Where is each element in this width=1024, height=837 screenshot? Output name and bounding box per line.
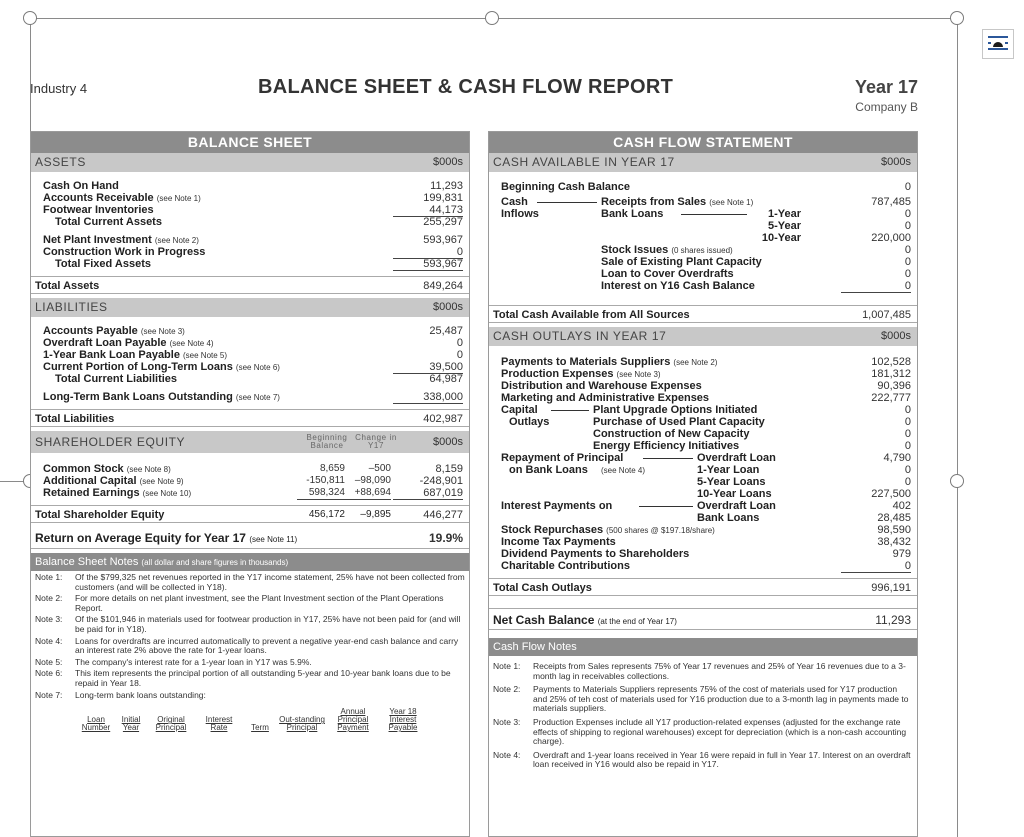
asset-row: Construction Work in Progress 0 (43, 246, 463, 258)
loan-col-term: Term (251, 723, 269, 733)
asset-row: Total Fixed Assets 593,967 (55, 258, 463, 270)
outlay-row: Overdraft Loan 402 (697, 500, 911, 512)
balance-sheet-notes-header: Balance Sheet Notes (all dollar and share figures in thousands) (31, 553, 469, 571)
outlay-row: Plant Upgrade Options Initiated 0 (593, 404, 911, 416)
report-page (30, 24, 926, 837)
loan-col-annual-payment: Annual Principal Payment (337, 707, 369, 733)
liability-row: 1-Year Bank Loan Payable (see Note 5) 0 (43, 349, 463, 361)
equity-col-beginning: Beginning Balance (306, 433, 348, 450)
receipts-row: Receipts from Sales (see Note 1) 787,485 (601, 196, 911, 208)
outlay-row: 5-Year Loans 0 (697, 476, 911, 488)
note-item: Note 4: Overdraft and 1-year loans received in Year 16 were repaid in full in Year 17. Interest on an overdraft loan received in Y16 would also be repaid in Y17. (493, 749, 911, 770)
total-cash-available-row: Total Cash Available from All Sources 1,007,485 (489, 305, 917, 323)
asset-row: Footwear Inventories 44,173 (43, 204, 463, 216)
interest-cash-row: Interest on Y16 Cash Balance 0 (601, 280, 911, 292)
cash-outlays-header: CASH OUTLAYS IN YEAR 17 $000s (489, 327, 917, 346)
liability-row: Accounts Payable (see Note 3) 25,487 (43, 325, 463, 337)
outlay-row: Income Tax Payments 38,432 (501, 536, 911, 548)
resize-handle-middle-right[interactable] (950, 474, 964, 488)
liabilities-header: LIABILITIES $000s (31, 298, 469, 317)
resize-handle-top-middle[interactable] (485, 11, 499, 25)
outlay-row: Overdraft Loan 4,790 (697, 452, 911, 464)
outlay-row: Purchase of Used Plant Capacity 0 (593, 416, 911, 428)
asset-row: Total Current Assets 255,297 (55, 216, 463, 228)
company-name: Company B (855, 100, 918, 114)
report-title: BALANCE SHEET & CASH FLOW REPORT (258, 76, 674, 98)
text-wrap-icon (987, 35, 1009, 53)
selection-border-right (957, 18, 958, 837)
total-assets-row: Total Assets 849,264 (31, 276, 469, 294)
roe-row: Return on Average Equity for Year 17 (see Note 11) 19.9% (31, 527, 469, 549)
equity-row: Retained Earnings (see Note 10) 598,324 +88,694 687,019 (43, 487, 463, 499)
assets-header: ASSETS $000s (31, 153, 469, 172)
layout-options-button[interactable] (982, 29, 1014, 59)
resize-handle-top-right[interactable] (950, 11, 964, 25)
liability-row: Long-Term Bank Loans Outstanding (see Note 7) 338,000 (43, 391, 463, 403)
liability-row: Overdraft Loan Payable (see Note 4) 0 (43, 337, 463, 349)
outlay-row: Stock Repurchases (500 shares @ $197.18/share) 98,590 (501, 524, 911, 536)
asset-row: Net Plant Investment (see Note 2) 593,967 (43, 234, 463, 246)
outlay-row: Energy Efficiency Initiatives 0 (593, 440, 911, 452)
overdraft-loan-row: Loan to Cover Overdrafts 0 (601, 268, 911, 280)
loan-5yr-row: 5-Year 0 (767, 220, 911, 232)
note-item: Note 4: Loans for overdrafts are incurred automatically to prevent a negative year-end cash balance and carry an interest rate 2% above the rate for 1-year loans. (35, 635, 459, 656)
loan-col-outstanding: Out-standing Principal (279, 715, 325, 733)
note-item: Note 2: Payments to Materials Suppliers represents 75% of the cost of materials used for Y17 production and 25% of teh cost of materials used for Y16 production due to a 3-month lag in payments made to materials suppliers. (493, 684, 909, 714)
liability-row: Current Portion of Long-Term Loans (see Note 6) 39,500 (43, 361, 463, 373)
note-item: Note 1: Receipts from Sales represents 75% of Year 17 revenues and 25% of Year 16 revenues due to a 3-month lag in receivables collections. (493, 661, 906, 681)
outlay-row: 1-Year Loan 0 (697, 464, 911, 476)
outlay-row: Marketing and Administrative Expenses 222,777 (501, 392, 911, 404)
outlay-row: 10-Year Loans 227,500 (697, 488, 911, 500)
sale-capacity-row: Sale of Existing Plant Capacity 0 (601, 256, 911, 268)
report-year: Year 17 (854, 77, 918, 97)
cash-flow-notes (489, 656, 917, 770)
resize-handle-top-left[interactable] (23, 11, 37, 25)
total-equity-row: Total Shareholder Equity 456,172 –9,895 446,277 (31, 505, 469, 523)
note-item: Note 3: Of the $101,946 in materials used for footwear production in Y17, 25% have not been paid for (and will be paid for in Y18). (35, 614, 461, 634)
outlay-row: Construction of New Capacity 0 (593, 428, 911, 440)
balance-sheet-panel (30, 131, 470, 837)
equity-header: SHAREHOLDER EQUITY Beginning Balance Change in Y17 $000s (31, 431, 469, 453)
loan-col-initial-year: Initial Year (121, 715, 141, 733)
cash-available-block: Beginning Cash Balance 0 Cash Inflows Receipts from Sales (see Note 1) 787,485 Bank Loans 1-Year 0 5-Year 0 10-Year 220,000 Stock Issues (0 shares issued) 0 Sale of Existing Plant Capacity 0 Loan to Cover Overdrafts 0 Interest on Y16 Cash Balance 0 (501, 181, 911, 292)
asset-row: Cash On Hand 11,293 (43, 180, 463, 192)
balance-sheet-notes (31, 571, 469, 732)
note-item: Note 6: This item represents the principal portion of all outstanding 5-year and 10-year bank loans due to be repaid in Year 18. (35, 668, 451, 688)
equity-row: Common Stock (see Note 8) 8,659 –500 8,159 (43, 463, 463, 475)
cash-outlays-block: Payments to Materials Suppliers (see Note 2) 102,528 Production Expenses (see Note 3) 181,312 Distribution and Warehouse Expenses 90,396 Marketing and Administrative Expenses 222,777 Capital Outlays Plant Upgrade Options Initiated 0 Purchase of Used Plant Capacity 0 Construction of New Capacity 0 Energy Efficiency Initiatives 0 Repayment of Principal on Bank Loans (see Note 4) Overdraft Loan 4,790 1-Year Loan 0 5-Year Loans 0 10-Year Loans 227,500 Interest Payments on Overdraft Loan 402 Bank Loans 28,485 Stock Repurchases (500 shares @ $197.18/share) 98,590 Income Tax Payments 38,432 Dividend Payments to Shareholders 979 Charitable Contributions 0 (501, 356, 911, 572)
outlay-row: Charitable Contributions 0 (501, 560, 911, 572)
assets-rows (31, 172, 469, 270)
equity-rows (31, 453, 469, 499)
note-item: Note 2: For more details on net plant investment, see the Plant Investment section of the Plant Operations Report. (35, 593, 444, 613)
equity-col-change: Change in Y17 (355, 433, 397, 450)
note-item: Note 1: Of the $799,325 net revenues reported in the Y17 income statement, 25% have not been collected from customers (and will be collected in Y18). (35, 572, 465, 592)
asset-row: Accounts Receivable (see Note 1) 199,831 (43, 192, 463, 204)
outlay-row: Payments to Materials Suppliers (see Note 2) 102,528 (501, 356, 911, 368)
total-cash-outlays-row: Total Cash Outlays 996,191 (489, 578, 917, 596)
stock-issues-row: Stock Issues (0 shares issued) 0 (601, 244, 911, 256)
loan-table-header (75, 702, 465, 732)
note-item: Note 3: Production Expenses include all Y17 production-related expenses (adjusted for the exchange rate effects of shipping to regional warehouses) except for depreciation (which is a non-cash accounting charge). (493, 716, 907, 747)
liabilities-rows (31, 317, 469, 403)
beginning-cash-row: Beginning Cash Balance 0 (501, 181, 911, 193)
loan-10yr-row: 10-Year 220,000 (761, 232, 911, 244)
cash-flow-panel (488, 131, 918, 837)
outlay-row: Production Expenses (see Note 3) 181,312 (501, 368, 911, 380)
note-item: Note 5: The company's interest rate for a 1-year loan in Y17 was 5.9%. (35, 656, 312, 667)
outlay-row: Dividend Payments to Shareholders 979 (501, 548, 911, 560)
outlay-row: Bank Loans 28,485 (697, 512, 911, 524)
total-liabilities-row: Total Liabilities 402,987 (31, 409, 469, 427)
equity-row: Additional Capital (see Note 9) -150,811 –98,090 -248,901 (43, 475, 463, 487)
note-item: Note 7: Long-term bank loans outstanding: (35, 689, 206, 700)
cash-flow-title: CASH FLOW STATEMENT (489, 132, 917, 153)
outlay-row: Distribution and Warehouse Expenses 90,396 (501, 380, 911, 392)
loan-col-number: Loan Number (81, 715, 111, 733)
loan-col-original-principal: Original Principal (155, 715, 187, 733)
loan-col-interest-rate: Interest Rate (205, 715, 233, 733)
bank-loans-row: Bank Loans 1-Year 0 (601, 208, 911, 220)
liability-row: Total Current Liabilities 64,987 (55, 373, 463, 385)
industry-label: Industry 4 (30, 81, 88, 96)
cash-flow-notes-header: Cash Flow Notes (489, 638, 917, 656)
cash-available-header: CASH AVAILABLE IN YEAR 17 $000s (489, 153, 917, 172)
balance-sheet-title: BALANCE SHEET (31, 132, 469, 153)
loan-col-interest-payable: Year 18 Interest Payable (388, 707, 418, 733)
net-cash-row: Net Cash Balance (at the end of Year 17) 11,293 (489, 608, 917, 630)
assets-unit: $000s (433, 156, 463, 168)
